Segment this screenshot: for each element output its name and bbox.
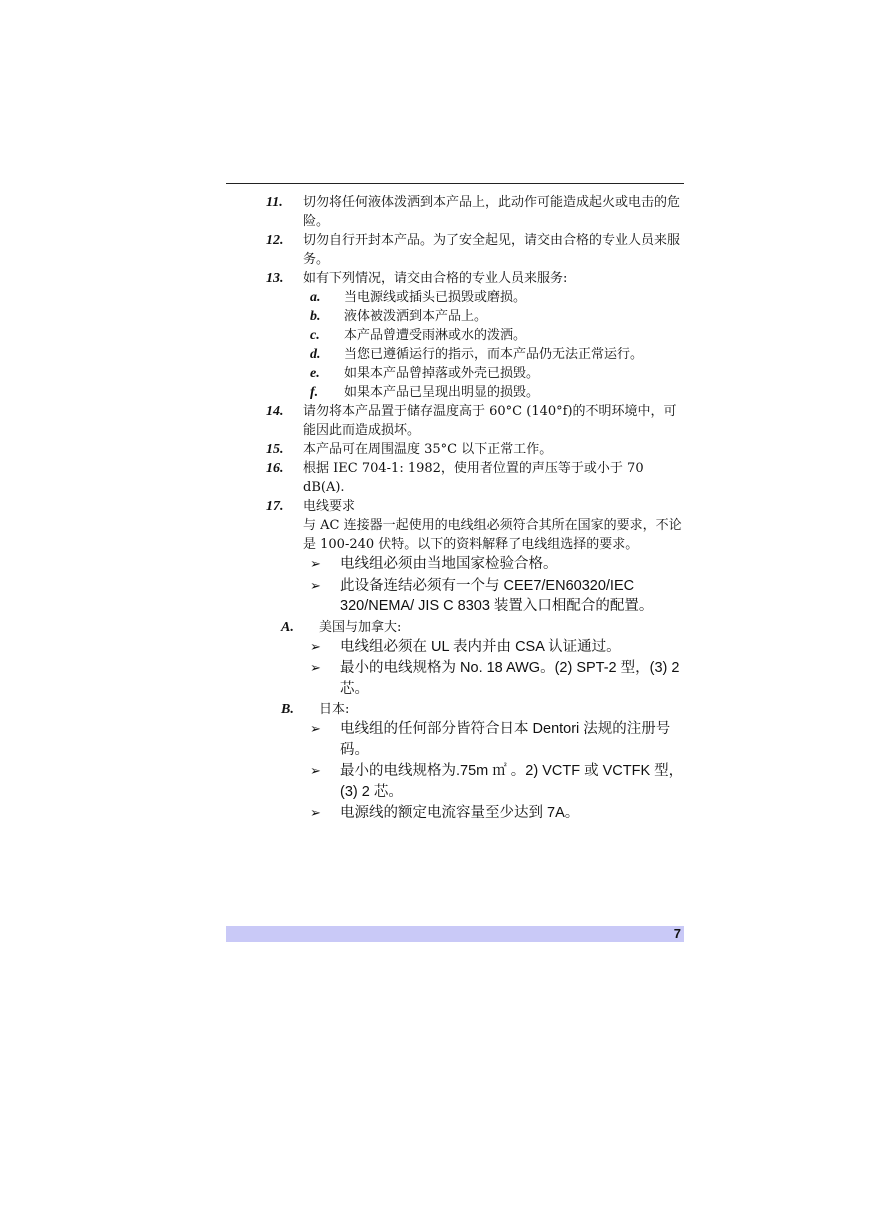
bullet-a-2: ➢ 最小的电线规格为 No. 18 AWG。(2) SPT-2 型，(3) 2 芯。: [310, 660, 680, 697]
sub-item-d: d. 当您已遵循运行的指示，而本产品仍无法正常运行。: [310, 347, 644, 362]
top-rule: [226, 183, 684, 184]
section-b-heading: B. 日本:: [281, 702, 350, 717]
section-a-heading: A. 美国与加拿大:: [281, 619, 402, 635]
arrow-bullet-icon: ➢: [310, 577, 321, 593]
arrow-bullet-icon: ➢: [310, 556, 321, 571]
sub-item-e: e. 如果本产品曾掉落或外壳已损毁。: [310, 366, 540, 381]
bullet-general-1: ➢ 电线组必须由当地国家检验合格。: [226, 554, 686, 575]
sub-item-f: f. 如果本产品已呈现出明显的损毁。: [310, 385, 540, 400]
arrow-bullet-icon: ➢: [310, 763, 321, 778]
item-13: 13. 如有下列情况，请交由合格的专业人员来服务:: [266, 271, 568, 286]
bullet-a-1: ➢ 电线组必须在 UL 表内并由 CSA 认证通过。: [226, 637, 686, 658]
item-12: 12. 切勿自行开封本产品。为了安全起见，请交由合格的专业人员来服务。: [266, 233, 681, 267]
sub-item-c: c. 本产品曾遭受雨淋或水的泼洒。: [310, 328, 527, 343]
item-17-paragraph: 与 AC 连接器一起使用的电线组必须符合其所在国家的要求，不论是 100-240 伏特。以下的资料解释了电线组选择的要求。: [303, 518, 682, 552]
arrow-bullet-icon: ➢: [310, 721, 321, 736]
sub-item-a: a. 当电源线或插头已损毁或磨损。: [310, 290, 527, 305]
sub-item-b: b. 液体被泼洒到本产品上。: [310, 309, 488, 324]
item-14: 14. 请勿将本产品置于储存温度高于 60°C (140°f)的不明环境中，可能因此而造成损坏。: [266, 404, 677, 438]
arrow-bullet-icon: ➢: [310, 660, 321, 675]
safety-instructions: [226, 193, 686, 825]
page-number: 7: [673, 926, 681, 941]
arrow-bullet-icon: ➢: [310, 638, 321, 654]
item-16: 16. 根据 IEC 704-1: 1982，使用者位置的声压等于或小于 70 dB(A).: [266, 461, 644, 495]
item-17: 17. 电线要求: [266, 499, 356, 514]
arrow-bullet-icon: ➢: [310, 805, 321, 820]
bullet-b-1: ➢ 电线组的任何部分皆符合日本 Dentori 法规的注册号码。: [310, 721, 671, 758]
item-15: 15. 本产品可在周围温度 35°C 以下正常工作。: [266, 442, 553, 457]
bullet-b-2: ➢ 最小的电线规格为.75m ㎡ 。2) VCTF 或 VCTFK 型，(3) 2 芯。: [310, 763, 684, 800]
bullet-b-3: ➢ 电源线的额定电流容量至少达到 7A。: [226, 803, 686, 824]
item-11: 11. 切勿将任何液体泼洒到本产品上，此动作可能造成起火或电击的危险。: [266, 195, 681, 229]
footer-bar: [226, 926, 684, 942]
bullet-general-2: ➢ 此设备连结必须有一个与 CEE7/EN60320/IEC 320/NEMA/ JIS C 8303 装置入口相配合的配置。: [310, 577, 654, 614]
